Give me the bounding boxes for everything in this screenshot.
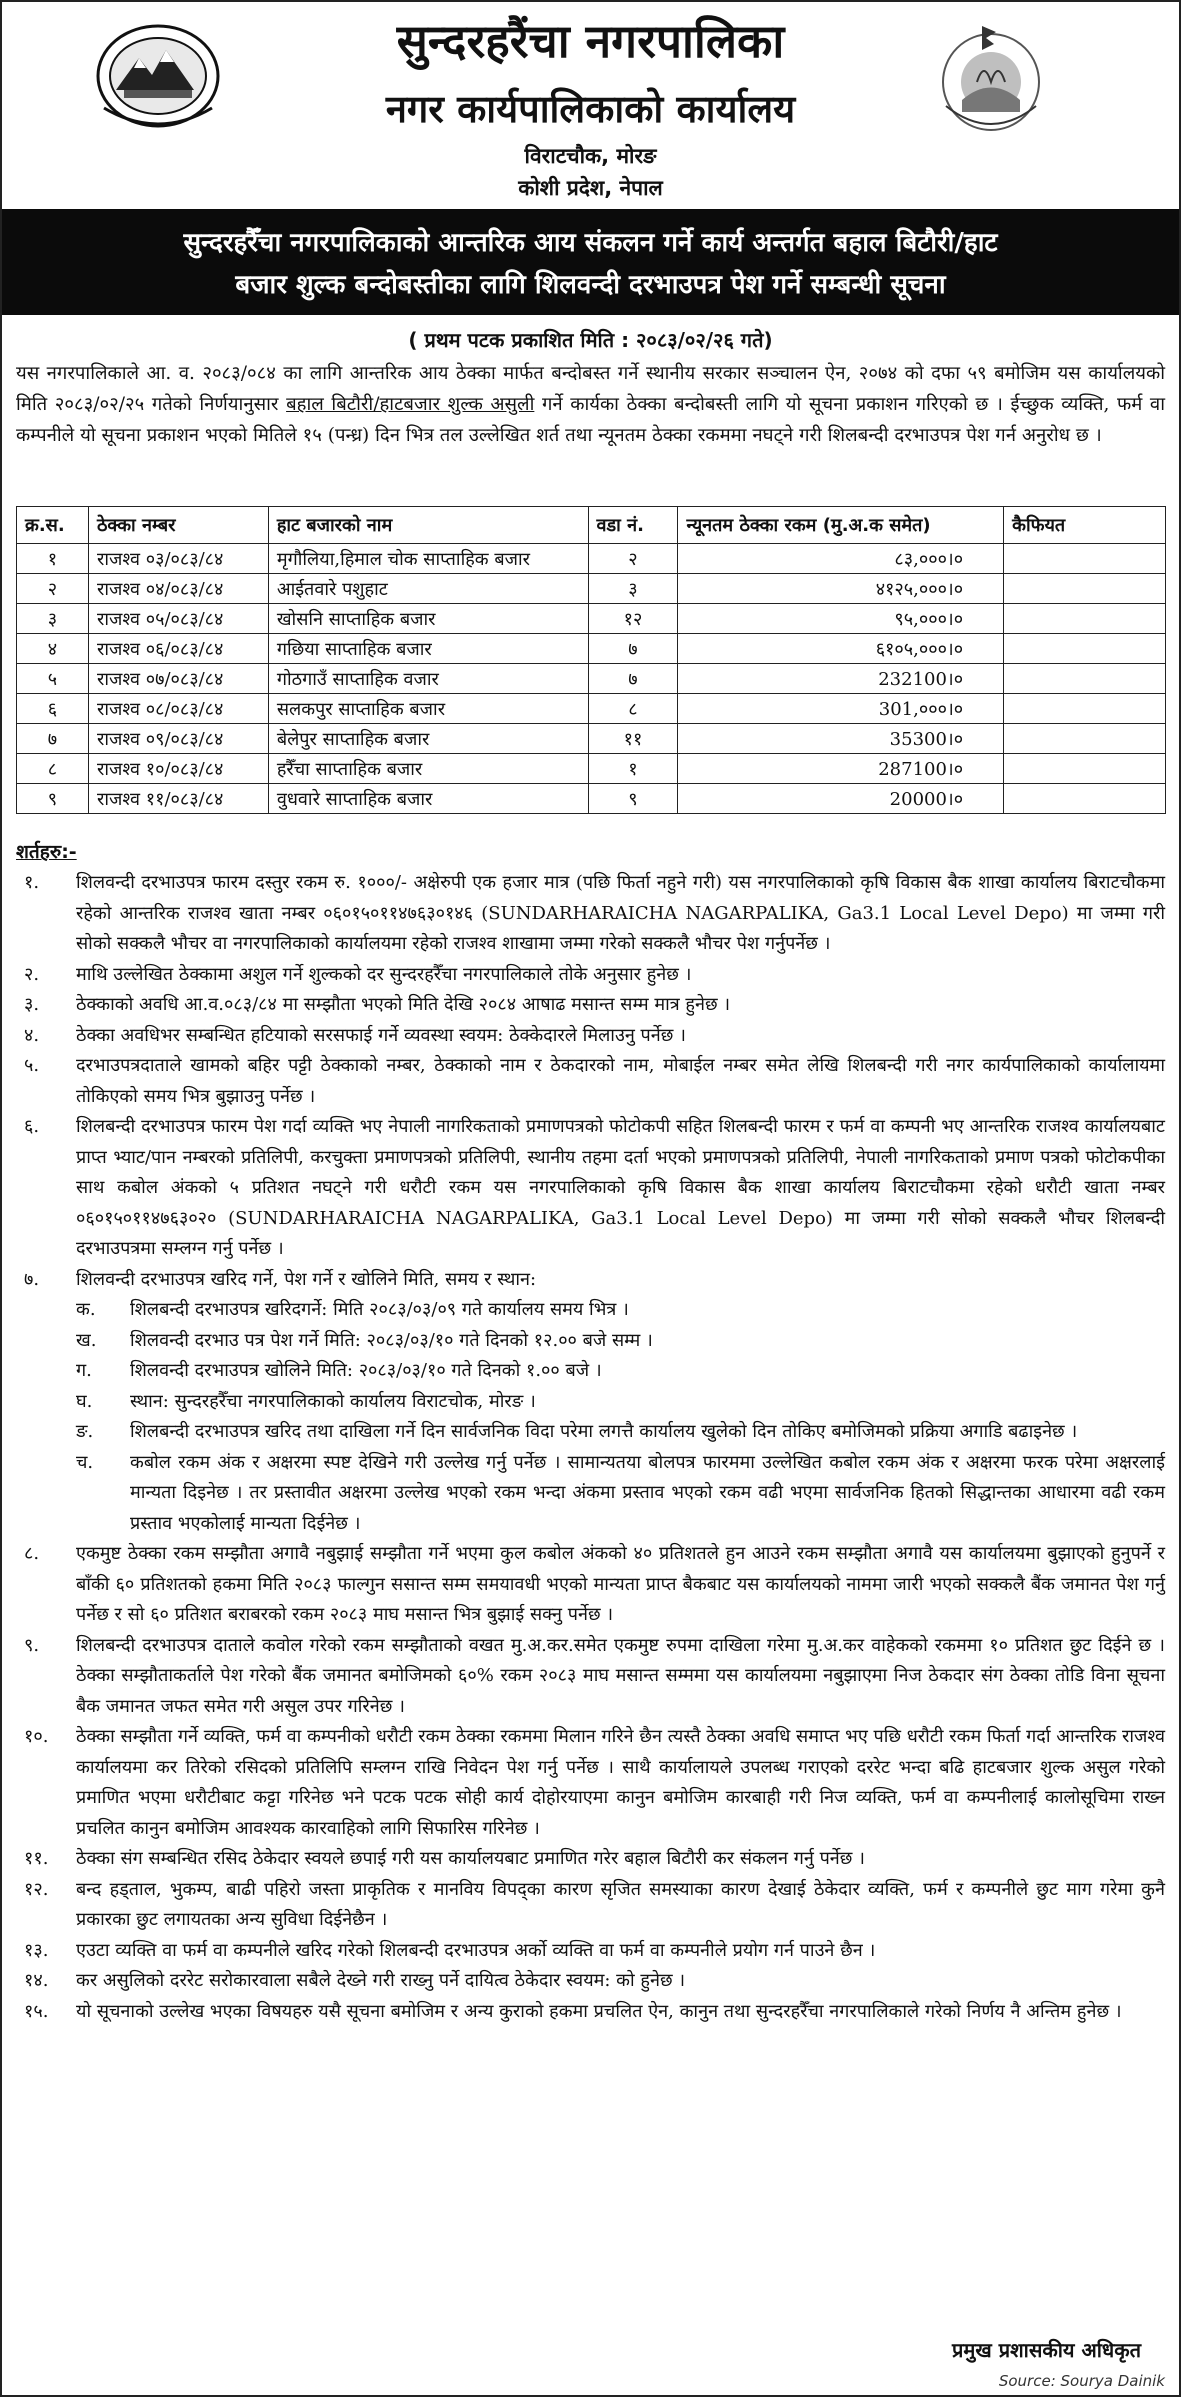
condition-number: ९. [24,1634,40,1656]
cell-serial: ६ [17,694,89,724]
condition-text: यो सूचनाको उल्लेख भएका विषयहरु यसै सूचना बमोजिम र अन्य कुराको हकमा प्रचलित ऐन, कानुन तथा सुन्दरहरैँचा नगरपालिकाले गरेको निर्णय नै अन्तिम हुनेछ । [76,2000,1122,2022]
cell-market-name: वुधवारे साप्ताहिक बजार [268,784,588,814]
table-row [17,544,1166,574]
table-row [17,754,1166,784]
cell-market-name: गछिया साप्ताहिक बजार [268,634,588,664]
intro-underlined-text: बहाल बिटौरी/हाटबजार शुल्क असुली [286,394,535,415]
cell-contract-number: राजश्व १०/०८३/८४ [88,754,268,784]
cell-remarks [1004,544,1166,574]
cell-market-name: हरैँचा साप्ताहिक बजार [268,754,588,784]
condition-text: ठेक्का संग सम्बन्धित रसिद ठेकेदार स्वयले छपाई गरी यस कार्यालयबाट प्रमाणित गरेर बहाल बिटौरी कर संकलन गर्नु पर्नेछ । [76,1848,865,1869]
condition-item [16,1936,1165,1967]
cell-contract-number: राजश्व ११/०८३/८४ [88,784,268,814]
cell-market-name: सलकपुर साप्ताहिक बजार [268,694,588,724]
source-credit: Source: Sourya Dainik [998,2372,1165,2390]
conditions-list [16,868,1165,2027]
cell-serial: २ [17,574,89,604]
condition-number: ७. [24,1268,40,1290]
cell-min-amount: 301,०००।० [678,694,1004,724]
condition-item [16,1997,1165,2028]
condition-text: कर असुलिको दररेट सरोकारवाला सबैले देख्ने गरी राख्नु पर्ने दायित्व ठेकेदार स्वयम: को हुनेछ । [76,1970,686,1991]
cell-ward: २ [588,544,678,574]
sub-condition-number: घ. [76,1390,93,1412]
condition-item [16,1844,1165,1875]
condition-text: दरभाउपत्रदाताले खामको बहिर पट्टी ठेक्काको नम्बर, ठेक्काको नाम र ठेकदारको नाम, मोबाईल नम्बर समेत लेखि शिलबन्दी गरी नगर कार्यपालिकाको कार्यालायमा तोकिएको समय भित्र बुझाउनु पर्नेछ । [76,1055,1165,1107]
condition-number: ४. [24,1024,40,1046]
condition-item [16,1021,1165,1052]
condition-text: एकमुष्ट ठेक्का रकम सम्झौता अगावै नबुझाई सम्झौता गर्ने भएमा कुल कबोल अंकको ४० प्रतिशतले हुन आउने रकम सम्झौता अगावै यस कार्यालयमा बुझाएको हुनुपर्ने र बाँकी ६० प्रतिशतको हकमा मिति २०८३ फाल्गुन ससान्त सम्म समयावधी भएको मान्यता प्राप्त बैकबाट यस कार्यालयको नाममा जारी भएको सक्कलै बैंक जमानत पेश गर्नु पर्नेछ र सो ६० प्रतिशत बराबरको रकम २०८३ माघ मसान्त भित्र बुझाई सक्नु पर्नेछ । [76,1543,1165,1625]
cell-remarks [1004,604,1166,634]
cell-remarks [1004,664,1166,694]
sub-condition-text: कबोल रकम अंक र अक्षरमा स्पष्ट देखिने गरी उल्लेख गर्नु पर्नेछ । सामान्यतया बोलपत्र फारममा उल्लेखित कबोल रकम अंक र अक्षरमा फरक परेमा अक्षरलाई मान्यता दिइनेछ । तर प्रस्तावीत अक्षरमा उल्लेख भएको रकम भन्दा अंकमा प्रस्ताव भएको रकम वढी भएमा सार्वजनिक हितको सिद्धान्तका आधारमा वढी रकम प्रस्ताव भएकोलाई मान्यता दिईनेछ । [130,1451,1165,1534]
intro-paragraph [16,358,1165,451]
cell-remarks [1004,574,1166,604]
condition-number: ६. [24,1116,40,1137]
cell-remarks [1004,724,1166,754]
publish-date: ( प्रथम पटक प्रकाशित मिति : २०८३/०२/२६ गते) [408,328,773,352]
banner-line-1: सुन्दरहरैँचा नगरपालिकाको आन्तरिक आय संकलन गर्ने कार्य अन्तर्गत बहाल बिटौरी/हाट [183,228,998,258]
condition-text: माथि उल्लेखित ठेक्कामा अशुल गर्ने शुल्कको दर सुन्दरहरैँचा नगरपालिकाले तोके अनुसार हुनेछ । [76,963,692,985]
condition-item [16,1112,1165,1265]
sub-condition-item [16,1326,1165,1357]
header-market-name: हाट बजारको नाम [268,507,588,544]
sub-condition-number: ख. [76,1329,97,1351]
condition-text: बन्द हड्ताल, भुकम्प, बाढी पहिरो जस्ता प्राकृतिक र मानविय विपद्का कारण सृजित समस्याका कारण देखाई ठेकेदार व्यक्ति, फर्म र कम्पनीले छुट माग गरेमा कुनै प्रकारका छुट लगायतका अन्य सुविधा दिईनेछैन । [76,1878,1165,1930]
cell-ward: १ [588,754,678,784]
sub-condition-number: क. [76,1299,96,1320]
header-min-amount: न्यूनतम ठेक्का रकम (मु.अ.क समेत) [678,507,1004,544]
condition-text: शिलबन्दी दरभाउपत्र फारम पेश गर्दा व्यक्ति भए नेपाली नागरिकताको प्रमाणपत्रको फोटोकपी सहित शिलबन्दी फारम र फर्म वा कम्पनी भए आन्तरिक राजश्व कार्यालयबाट प्राप्त भ्याट/पान नम्बरको प्रतिलिपी, करचुक्ता प्रमाणपत्रको प्रतिलिपी, स्थानीय तहमा दर्ता भएको प्रमाणपत्रको प्रतिलिपी, नेपाली नागरिकताको प्रमाण पत्रको फोटोकपीका साथ कबोल अंकको ५ प्रतिशत नघट्ने गरी धरौटी रकम यस नगरपालिकाको कृषि विकास बैक शाखा कार्यालय बिराटचौकमा रहेको धरौटी खाता नम्बर ०६०१५०११४७६३०२० (SUNDARHARAICHA NAGARPALIKA, Ga3.1 Local Level Depo) मा जम्मा गरी सोको सक्कलै भौचर शिलबन्दी दरभाउपत्रमा सम्लग्न गर्नु पर्नेछ । [76,1116,1165,1259]
office-subtitle: नगर कार्यपालिकाको कार्यालय [385,87,796,131]
table-row [17,724,1166,754]
cell-min-amount: ८३,०००।० [678,544,1004,574]
conditions-heading: शर्तहरु:- [16,841,77,863]
sub-condition-text: शिलबन्दी दरभाउपत्र खरिदगर्ने: मिति २०८३/०३/०९ गते कार्यालय समय भित्र । [130,1299,629,1320]
cell-min-amount: 20000।० [678,784,1004,814]
condition-number: १४. [24,1970,49,1991]
condition-item [16,1722,1165,1844]
intro-text-2: गर्ने कार्यका ठेक्का बन्दोबस्ती लागि यो सूचना प्रकाशन गरिएको छ । ईच्छुक व्यक्ति, फर्म वा कम्पनीले यो सूचना प्रकाशन भएको मितिले १५ (पन्ध्र) दिन भित्र तल उल्लेखित शर्त तथा न्यूनतम ठेक्का रकममा नघट्ने गरी शिलबन्दी दरभाउपत्र पेश गर्न अनुरोध छ । [16,394,1165,446]
cell-ward: ८ [588,694,678,724]
cell-contract-number: राजश्व ०७/०८३/८४ [88,664,268,694]
table-row [17,634,1166,664]
signature-title: प्रमुख प्रशासकीय अधिकृत [952,2338,1141,2362]
cell-ward: ३ [588,574,678,604]
address-line-2: कोशी प्रदेश, नेपाल [518,176,663,200]
cell-contract-number: राजश्व ०६/०८३/८४ [88,634,268,664]
cell-serial: ५ [17,664,89,694]
cell-market-name: आईतवारे पशुहाट [268,574,588,604]
cell-ward: ७ [588,664,678,694]
condition-item [16,1631,1165,1723]
cell-serial: १ [17,544,89,574]
cell-market-name: बेलेपुर साप्ताहिक बजार [268,724,588,754]
header-remarks: कैफियत [1004,507,1166,544]
sub-condition-text: शिलवन्दी दरभाउपत्र खोलिने मिति: २०८३/०३/१० गते दिनको १.०० बजे । [130,1360,602,1381]
header-serial: क्र.स. [17,507,89,544]
cell-contract-number: राजश्व ०४/०८३/८४ [88,574,268,604]
cell-remarks [1004,784,1166,814]
address-line-1: विराटचौक, मोरङ [524,144,657,168]
condition-text: ठेक्का अवधिभर सम्बन्धित हटियाको सरसफाई गर्ने व्यवस्था स्वयम: ठेक्केदारले मिलाउनु पर्नेछ । [76,1024,686,1046]
cell-min-amount: 287100।० [678,754,1004,784]
cell-serial: ३ [17,604,89,634]
cell-contract-number: राजश्व ०९/०८३/८४ [88,724,268,754]
condition-item [16,990,1165,1021]
condition-text: शिलवन्दी दरभाउपत्र फारम दस्तुर रकम रु. १०००/- अक्षेरुपी एक हजार मात्र (पछि फिर्ता नहुने गरी) यस नगरपालिकाको कृषि विकास बैक शाखा कार्यालय बिराटचौकमा रहेको आन्तरिक राजश्व खाता नम्बर ०६०१५०११४७६३०१४६ (SUNDARHARAICHA NAGARPALIKA, Ga3.1 Local Level Depo) मा जम्मा गरी सोको सक्कलै भौचर वा नगरपालिकाको कार्यालयमा रहेको राजश्व शाखामा जम्मा गरेको सक्कलै भौचर पेश गर्नुपर्नेछ । [76,872,1165,954]
cell-ward: ७ [588,634,678,664]
sub-condition-item [16,1387,1165,1418]
condition-item [16,1966,1165,1997]
cell-min-amount: ४१२५,०००।० [678,574,1004,604]
cell-serial: ७ [17,724,89,754]
cell-remarks [1004,634,1166,664]
condition-text: एउटा व्यक्ति वा फर्म वा कम्पनीले खरिद गरेको शिलबन्दी दरभाउपत्र अर्को व्यक्ति वा फर्म वा कम्पनीले प्रयोग गर्न पाउने छैन । [76,1939,876,1961]
header-ward: वडा नं. [588,507,678,544]
notice-header [2,2,1179,207]
condition-text: ठेक्का सम्झौता गर्ने व्यक्ति, फर्म वा कम्पनीको धरौटी रकम ठेक्का रकममा मिलान गरिने छैन त्यस्तै ठेक्का अवधि समाप्त भए पछि धरौटी रकम फिर्ता गर्दा आन्तरिक राजश्व कार्यालयमा कर तिरेको रसिदको प्रतिलिपि सम्लग्न राखि निवेदन पेश गर्नु पर्नेछ । साथै कार्यालायले उपलब्ध गराएको दररेट भन्दा बढि हाटबजार शुल्क असुल गरेको प्रमाणित भएमा धरौटीबाट कट्टा गरिनेछ भने पटक पटक सोही कार्य दोहोरयाएमा कानुन बमोजिम कारबाही गरी निज व्यक्ति, फर्म वा कम्पनीलाई कालोसूचिमा राख्न प्रचलित कानुन बमोजिम आवश्यक कारवाहिको लागि सिफारिस गरिनेछ । [76,1726,1166,1839]
cell-contract-number: राजश्व ०८/०८३/८४ [88,694,268,724]
cell-min-amount: 232100।० [678,664,1004,694]
cell-contract-number: राजश्व ०३/०८३/८४ [88,544,268,574]
condition-item [16,960,1165,991]
condition-number: १२. [24,1878,49,1900]
sub-condition-item [16,1295,1165,1326]
sub-condition-number: ङ. [76,1421,94,1442]
condition-number: १०. [24,1726,49,1747]
cell-remarks [1004,694,1166,724]
cell-serial: ४ [17,634,89,664]
sub-condition-number: च. [76,1451,94,1473]
intro-text-1: यस नगरपालिकाले आ. व. २०८३/०८४ का लागि आन्तरिक आय ठेक्का मार्फत बन्दोबस्त गर्ने स्थानीय सरकार सञ्चालन ऐन, २०७४ को दफा ५९ बमोजिम यस कार्यालयको मिति २०८३/०२/२५ गतेको निर्णयानुसार [16,363,1165,415]
municipality-title: सुन्दरहरैंचा नगरपालिका [396,14,785,68]
sub-condition-item [16,1448,1165,1540]
sub-condition-text: स्थान: सुन्दरहरैँचा नगरपालिकाको कार्यालय विराटचोक, मोरङ । [130,1390,536,1412]
table-row [17,604,1166,634]
table-row [17,574,1166,604]
sub-condition-item [16,1417,1165,1448]
cell-ward: ९ [588,784,678,814]
cell-contract-number: राजश्व ०५/०८३/८४ [88,604,268,634]
condition-number: १५. [24,2000,49,2022]
table-row [17,784,1166,814]
cell-min-amount: ६१०५,०००।० [678,634,1004,664]
table-header-row [17,507,1166,544]
condition-item [16,868,1165,960]
condition-number: ८. [24,1543,40,1564]
condition-item [16,1875,1165,1936]
condition-text: शिलवन्दी दरभाउपत्र खरिद गर्ने, पेश गर्ने र खोलिने मिति, समय र स्थान: [76,1268,537,1290]
condition-number: ५. [24,1055,40,1076]
condition-number: १. [24,872,40,893]
cell-market-name: खोसनि साप्ताहिक बजार [268,604,588,634]
banner-line-2: बजार शुल्क बन्दोबस्तीका लागि शिलवन्दी दरभाउपत्र पेश गर्ने सम्बन्धी सूचना [235,270,946,300]
condition-text: शिलबन्दी दरभाउपत्र दाताले कवोल गरेको रकम सम्झौताको वखत मु.अ.कर.समेत एकमुष्ट रुपमा दाखिला गरेमा मु.अ.कर वाहेकको रकममा १० प्रतिशत छुट दिईने छ । ठेक्का सम्झौताकर्ताले पेश गरेको बैंक जमानत बमोजिमको ६०% रकम २०८३ माघ मसान्त सम्ममा यस कार्यालयमा नबुझाएमा निज ठेकदार संग ठेक्का तोडि विना सूचना बैक जमानत जफत समेत गरी असुल उपर गरिनेछ । [76,1634,1165,1717]
condition-item [16,1539,1165,1631]
condition-number: १३. [24,1939,49,1961]
header-contract-number: ठेक्का नम्बर [88,507,268,544]
cell-market-name: मृगौलिया,हिमाल चोक साप्ताहिक बजार [268,544,588,574]
condition-item [16,1051,1165,1112]
cell-ward: १२ [588,604,678,634]
contract-table [16,506,1166,814]
cell-min-amount: 35300।० [678,724,1004,754]
notice-title-banner [2,209,1179,315]
condition-number: २. [24,963,40,985]
cell-ward: ११ [588,724,678,754]
sub-condition-item [16,1356,1165,1387]
condition-number: ३. [24,994,40,1015]
table-row [17,694,1166,724]
condition-item [16,1265,1165,1296]
condition-number: ११. [24,1848,49,1869]
sub-condition-text: शिलवन्दी दरभाउ पत्र पेश गर्ने मिति: २०८३/०३/१० गते दिनको १२.०० बजे सम्म । [130,1329,653,1351]
cell-serial: ९ [17,784,89,814]
condition-text: ठेक्काको अवधि आ.व.०८३/८४ मा सम्झौता भएको मिति देखि २०८४ आषाढ मसान्त सम्म मात्र हुनेछ । [76,994,731,1015]
cell-min-amount: ९५,०००।० [678,604,1004,634]
sub-condition-text: शिलबन्दी दरभाउपत्र खरिद तथा दाखिला गर्ने दिन सार्वजनिक विदा परेमा लगत्तै कार्यालय खुलेको दिन तोकिए बमोजिमको प्रक्रिया अगाडि बढाइनेछ । [130,1421,1078,1442]
sub-condition-number: ग. [76,1360,92,1381]
cell-remarks [1004,754,1166,784]
cell-market-name: गोठगाउँ साप्ताहिक वजार [268,664,588,694]
cell-serial: ८ [17,754,89,784]
table-row [17,664,1166,694]
